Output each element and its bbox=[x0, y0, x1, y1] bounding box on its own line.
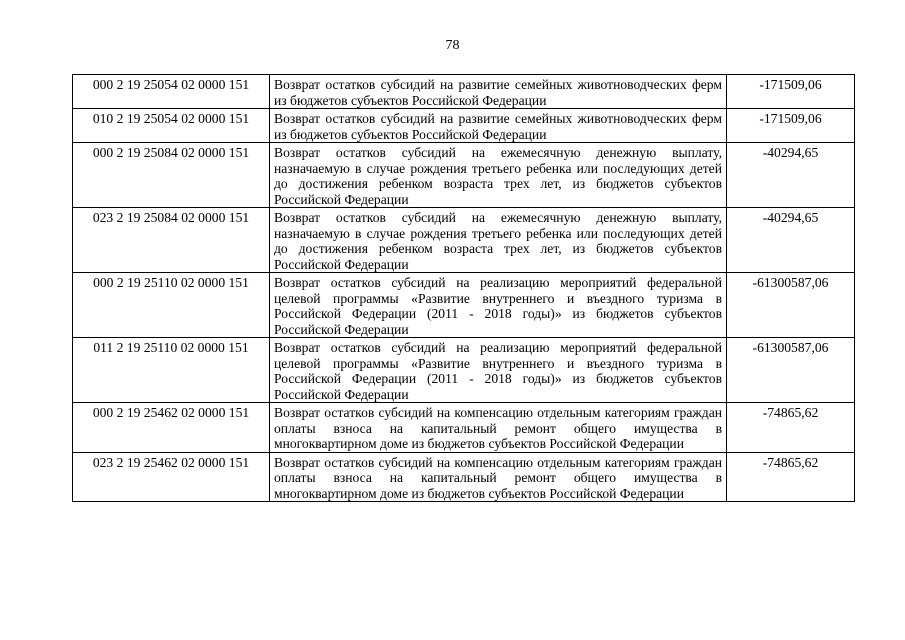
budget-code-cell: 010 2 19 25054 02 0000 151 bbox=[73, 109, 270, 143]
amount-cell: -74865,62 bbox=[727, 452, 855, 502]
description-cell: Возврат остатков субсидий на реализацию мероприятий федеральной целевой программы «Развитие внутреннего и въездного туризма в Российской Федерации (2011 - 2018 годы)» из бюджетов субъектов Российской Федерации bbox=[270, 338, 727, 403]
description-cell: Возврат остатков субсидий на развитие семейных животноводческих ферм из бюджетов субъектов Российской Федерации bbox=[270, 109, 727, 143]
page-number: 78 bbox=[445, 38, 460, 53]
amount-cell: -61300587,06 bbox=[727, 338, 855, 403]
description-cell: Возврат остатков субсидий на компенсацию отдельным категориям граждан оплаты взноса на капитальный ремонт общего имущества в многоквартирном доме из бюджетов субъектов Российской Федерации bbox=[270, 452, 727, 502]
table-row bbox=[73, 273, 855, 338]
description-cell: Возврат остатков субсидий на ежемесячную денежную выплату, назначаемую в случае рождения третьего ребенка или последующих детей до достижения ребенком возраста трех лет, из бюджетов субъектов Российской Федерации bbox=[270, 143, 727, 208]
budget-code-cell: 000 2 19 25110 02 0000 151 bbox=[73, 273, 270, 338]
table-row bbox=[73, 208, 855, 273]
description-cell: Возврат остатков субсидий на ежемесячную денежную выплату, назначаемую в случае рождения третьего ребенка или последующих детей до достижения ребенком возраста трех лет, из бюджетов субъектов Российской Федерации bbox=[270, 208, 727, 273]
amount-cell: -171509,06 bbox=[727, 75, 855, 109]
amount-cell: -40294,65 bbox=[727, 208, 855, 273]
budget-code-cell: 000 2 19 25084 02 0000 151 bbox=[73, 143, 270, 208]
amount-cell: -61300587,06 bbox=[727, 273, 855, 338]
amount-cell: -40294,65 bbox=[727, 143, 855, 208]
budget-code-cell: 011 2 19 25110 02 0000 151 bbox=[73, 338, 270, 403]
amount-cell: -74865,62 bbox=[727, 403, 855, 453]
table-row bbox=[73, 109, 855, 143]
budget-code-cell: 000 2 19 25054 02 0000 151 bbox=[73, 75, 270, 109]
description-cell: Возврат остатков субсидий на развитие семейных животноводческих ферм из бюджетов субъектов Российской Федерации bbox=[270, 75, 727, 109]
budget-code-cell: 000 2 19 25462 02 0000 151 bbox=[73, 403, 270, 453]
description-cell: Возврат остатков субсидий на компенсацию отдельным категориям граждан оплаты взноса на капитальный ремонт общего имущества в многоквартирном доме из бюджетов субъектов Российской Федерации bbox=[270, 403, 727, 453]
amount-cell: -171509,06 bbox=[727, 109, 855, 143]
table-row bbox=[73, 143, 855, 208]
description-cell: Возврат остатков субсидий на реализацию мероприятий федеральной целевой программы «Развитие внутреннего и въездного туризма в Российской Федерации (2011 - 2018 годы)» из бюджетов субъектов Российской Федерации bbox=[270, 273, 727, 338]
table-row bbox=[73, 403, 855, 453]
budget-code-cell: 023 2 19 25084 02 0000 151 bbox=[73, 208, 270, 273]
table-row bbox=[73, 75, 855, 109]
table-row bbox=[73, 338, 855, 403]
budget-table bbox=[72, 74, 855, 502]
budget-code-cell: 023 2 19 25462 02 0000 151 bbox=[73, 452, 270, 502]
table-row bbox=[73, 452, 855, 502]
